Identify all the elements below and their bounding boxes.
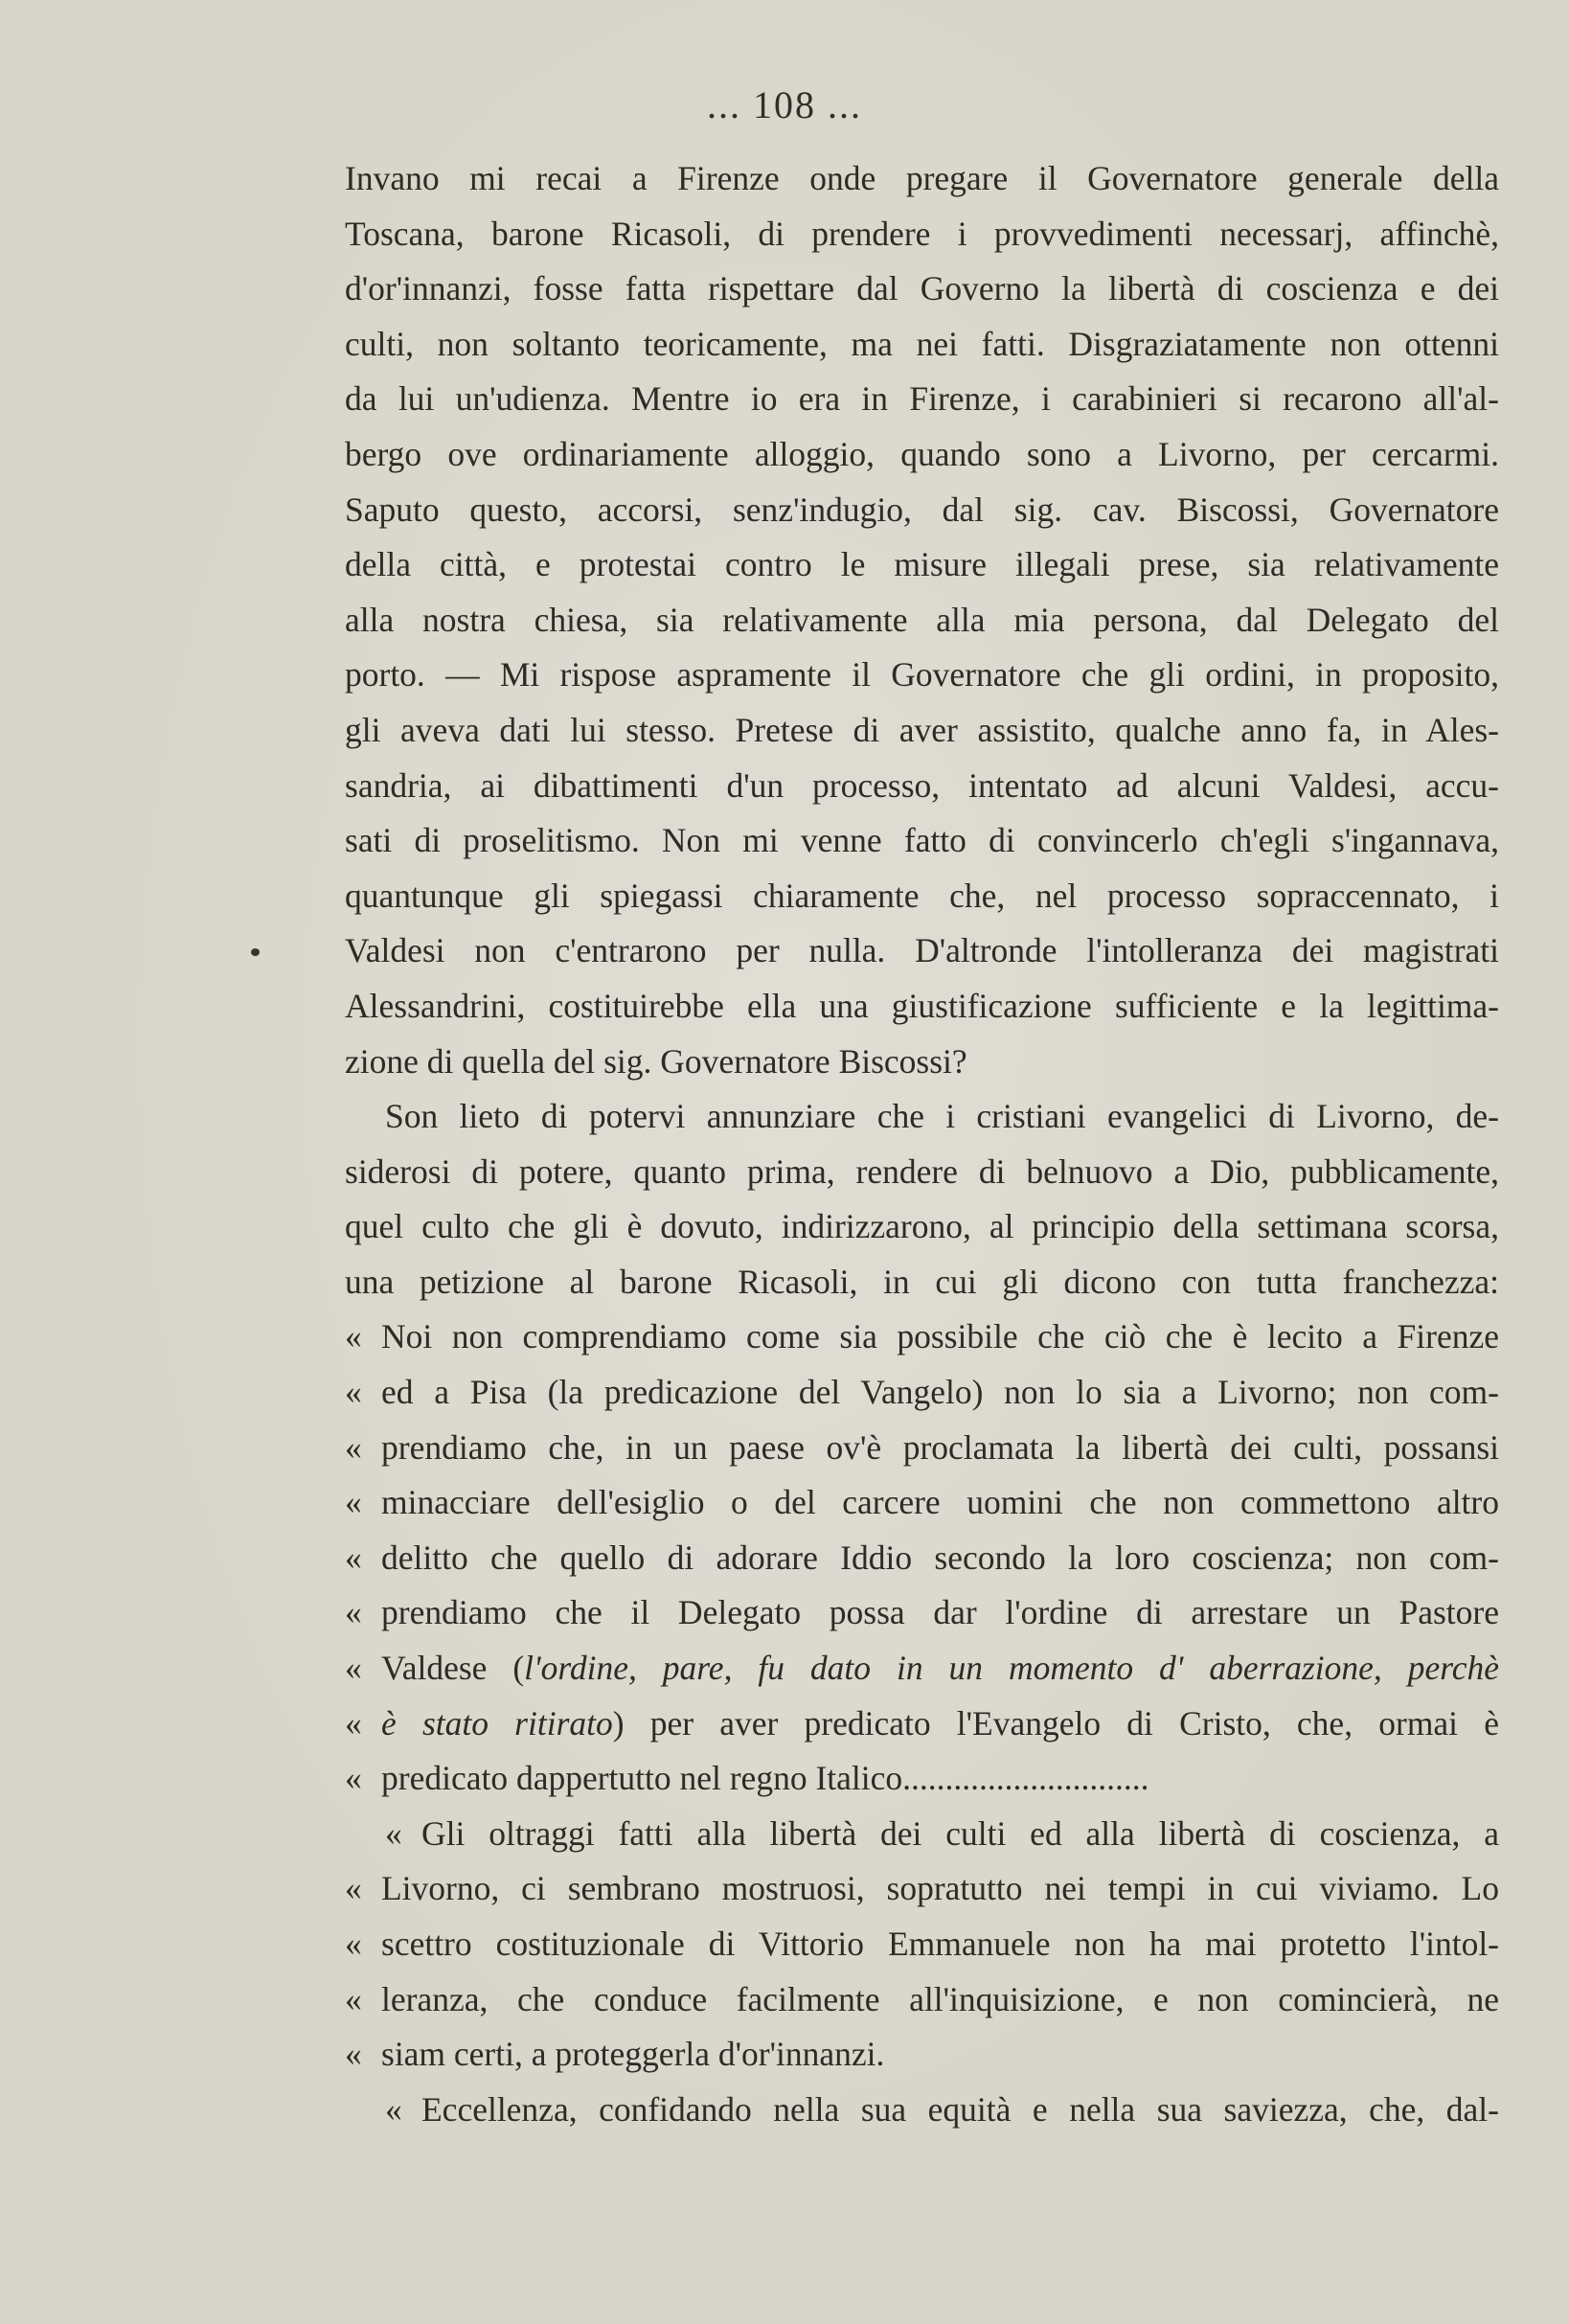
quoted-line bbox=[345, 1585, 1499, 1641]
text-line: quantunque gli spiegassi chiaramente che, nel processo sopraccennato, i bbox=[345, 876, 1499, 915]
text-line: Alessandrini, costituirebbe ella una giustificazione sufficiente e la legittima- bbox=[345, 986, 1499, 1025]
quoted-text: Noi non comprendiamo come sia possibile che ciò che è lecito a Firenze bbox=[381, 1317, 1499, 1356]
text-line: d'or'innanzi, fosse fatta rispettare dal Governo la libertà di coscienza e dei bbox=[345, 269, 1499, 308]
text-line: Saputo questo, accorsi, senz'indugio, dal sig. cav. Biscossi, Governatore bbox=[345, 490, 1499, 529]
quoted-text: scettro costituzionale di Vittorio Emmanuele non ha mai protetto l'intol- bbox=[381, 1925, 1499, 1963]
quoted-line bbox=[345, 1475, 1499, 1531]
text-line: Invano mi recai a Firenze onde pregare il Governatore generale della bbox=[345, 159, 1499, 197]
text-line: porto. — Mi rispose aspramente il Governatore che gli ordini, in proposito, bbox=[345, 655, 1499, 695]
quote-mark: « bbox=[345, 1427, 362, 1467]
quoted-text: predicato dappertutto nel regno Italico............................. bbox=[381, 1759, 1149, 1798]
quoted-text: ed a Pisa (la predicazione del Vangelo) non lo sia a Livorno; non com- bbox=[381, 1373, 1499, 1412]
text-line: bergo ove ordinariamente alloggio, quando sono a Livorno, per cercarmi. bbox=[345, 434, 1499, 473]
margin-ink-spot bbox=[251, 948, 260, 956]
quoted-text: minacciare dell'esiglio o del carcere uomini che non commettono altro bbox=[381, 1483, 1499, 1522]
body-text bbox=[345, 151, 1499, 2137]
quote-mark: « bbox=[345, 1925, 362, 1963]
text-line: gli aveva dati lui stesso. Pretese di aver assistito, qualche anno fa, in Ales- bbox=[345, 710, 1499, 749]
quote-mark: « bbox=[345, 1373, 362, 1412]
text-line: sati di proselitismo. Non mi venne fatto di convincerlo ch'egli s'ingannava, bbox=[345, 821, 1499, 860]
quote-mark: « bbox=[345, 1593, 362, 1632]
quoted-line bbox=[345, 1807, 1499, 1862]
quoted-text-plain: ) per aver predicato l'Evangelo di Cristo, che, ormai è bbox=[612, 1703, 1499, 1743]
text-line: sandria, ai dibattimenti d'un processo, intentato ad alcuni Valdesi, accu- bbox=[345, 765, 1499, 805]
quoted-line bbox=[345, 1751, 1499, 1807]
quoted-text-italic: l'ordine, pare, fu dato in un momento d' aberrazione, perchè bbox=[524, 1649, 1499, 1688]
quoted-text: delitto che quello di adorare Iddio secondo la loro coscienza; non com- bbox=[381, 1538, 1499, 1577]
quoted-text-plain: Valdese ( bbox=[381, 1649, 525, 1688]
quoted-text: leranza, che conduce facilmente all'inquisizione, e non comincierà, ne bbox=[381, 1979, 1499, 2018]
quoted-text bbox=[381, 1697, 1499, 1752]
quoted-line bbox=[345, 1861, 1499, 1917]
quote-mark: « bbox=[345, 1649, 362, 1688]
quote-mark: « bbox=[345, 1869, 362, 1908]
text-line: della città, e protestai contro le misure illegali prese, sia relativamente bbox=[345, 545, 1499, 584]
quoted-line bbox=[345, 2083, 1499, 2138]
text-line: alla nostra chiesa, sia relativamente alla mia persona, dal Delegato del bbox=[345, 600, 1499, 639]
text-line: Valdesi non c'entrarono per nulla. D'altronde l'intolleranza dei magistrati bbox=[345, 931, 1499, 970]
text-line: Toscana, barone Ricasoli, di prendere i provvedimenti necessarj, affinchè, bbox=[345, 214, 1499, 253]
text-line: zione di quella del sig. Governatore Biscossi? bbox=[345, 1041, 967, 1081]
quoted-line bbox=[345, 1697, 1499, 1752]
quoted-line bbox=[345, 1365, 1499, 1421]
quoted-text: Livorno, ci sembrano mostruosi, sopratutto nei tempi in cui viviamo. Lo bbox=[381, 1869, 1499, 1908]
quoted-text: siam certi, a proteggerla d'or'innanzi. bbox=[381, 2035, 885, 2074]
page-number: ... 108 ... bbox=[707, 83, 862, 126]
text-line: culti, non soltanto teoricamente, ma nei fatti. Disgraziatamente non ottenni bbox=[345, 324, 1499, 363]
text-line: siderosi di potere, quanto prima, rendere di belnuovo a Dio, pubblicamente, bbox=[345, 1151, 1499, 1191]
quoted-line bbox=[345, 1641, 1499, 1697]
text-line: Son lieto di potervi annunziare che i cristiani evangelici di Livorno, de- bbox=[385, 1097, 1499, 1136]
quoted-text: prendiamo che il Delegato possa dar l'ordine di arrestare un Pastore bbox=[381, 1593, 1499, 1632]
quote-mark: « bbox=[345, 1538, 362, 1577]
quoted-text-italic: è stato ritirato bbox=[381, 1703, 613, 1743]
quote-mark: « bbox=[345, 1979, 362, 2018]
quote-mark: « bbox=[385, 2089, 402, 2129]
quote-mark: « bbox=[345, 1317, 362, 1356]
text-line: una petizione al barone Ricasoli, in cui gli dicono con tutta franchezza: bbox=[345, 1262, 1499, 1301]
quoted-text bbox=[381, 1641, 1499, 1697]
quoted-text: prendiamo che, in un paese ov'è proclamata la libertà dei culti, possansi bbox=[381, 1427, 1499, 1467]
quote-mark: « bbox=[345, 1703, 362, 1743]
quoted-line bbox=[345, 1972, 1499, 2028]
quote-mark: « bbox=[345, 1483, 362, 1522]
quote-mark: « bbox=[345, 1759, 362, 1798]
quoted-line bbox=[345, 2027, 1499, 2083]
text-line: da lui un'udienza. Mentre io era in Firenze, i carabinieri si recarono all'al- bbox=[345, 379, 1499, 419]
text-line: quel culto che gli è dovuto, indirizzarono, al principio della settimana scorsa, bbox=[345, 1207, 1499, 1246]
quoted-text: Gli oltraggi fatti alla libertà dei culti ed alla libertà di coscienza, a bbox=[421, 1813, 1499, 1853]
quoted-line bbox=[345, 1310, 1499, 1365]
quoted-line bbox=[345, 1421, 1499, 1476]
quoted-line bbox=[345, 1531, 1499, 1586]
quoted-text: Eccellenza, confidando nella sua equità e nella sua saviezza, che, dal- bbox=[421, 2089, 1499, 2129]
quote-mark: « bbox=[345, 2035, 362, 2074]
quote-mark: « bbox=[385, 1813, 402, 1853]
quoted-line bbox=[345, 1917, 1499, 1972]
